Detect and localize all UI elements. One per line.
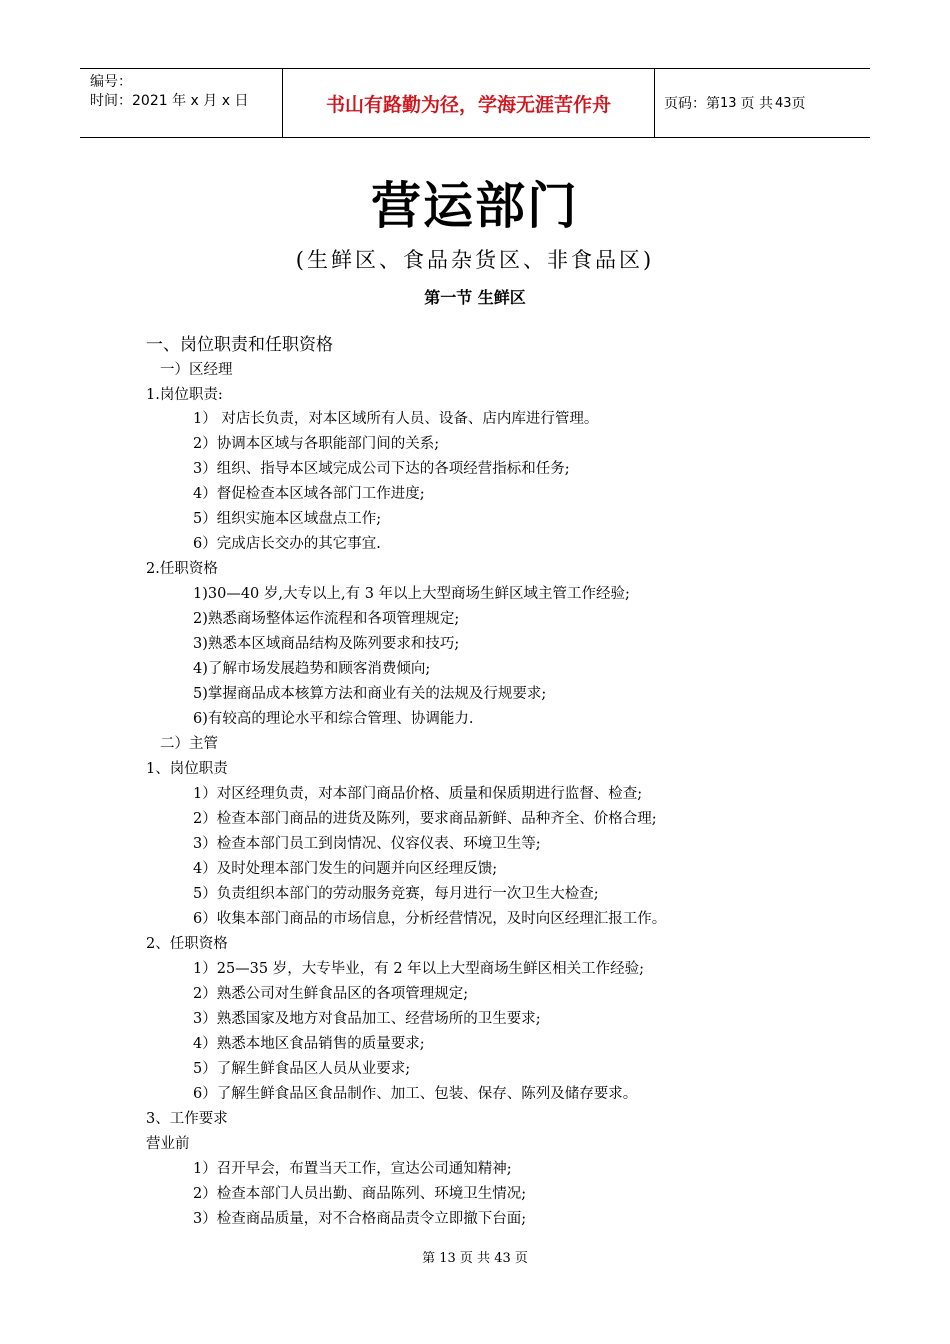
list-item: 4）及时处理本部门发生的问题并向区经理反馈; bbox=[193, 861, 498, 877]
list-item: 2）协调本区域与各职能部门间的关系; bbox=[193, 436, 440, 452]
document-subtitle: (生鲜区、食品杂货区、非食品区) bbox=[295, 248, 655, 272]
page-header bbox=[80, 68, 870, 138]
motto-cell bbox=[282, 69, 655, 137]
header-info-cell bbox=[80, 69, 282, 137]
number-label: 编号： bbox=[90, 74, 132, 90]
list-item: 4）熟悉本地区食品销售的质量要求; bbox=[193, 1036, 425, 1052]
list-item: 6）收集本部门商品的市场信息，分析经营情况，及时向区经理汇报工作。 bbox=[193, 911, 667, 927]
heading-level-3: 1.岗位职责: bbox=[146, 387, 223, 403]
list-item: 1） 对店长负责，对本区域所有人员、设备、店内库进行管理。 bbox=[193, 411, 599, 427]
document-title: 营运部门 bbox=[371, 177, 579, 235]
heading-level-3: 1、岗位职责 bbox=[146, 761, 228, 777]
page-suffix: 页 bbox=[791, 96, 806, 112]
heading-level-2: 一）区经理 bbox=[160, 362, 233, 378]
page-current: 13 bbox=[720, 95, 737, 111]
list-item: 2）检查本部门人员出勤、商品陈列、环境卫生情况; bbox=[193, 1186, 527, 1202]
heading-level-3: 2、任职资格 bbox=[146, 936, 228, 952]
page-total: 43 bbox=[775, 95, 792, 111]
list-item: 2）熟悉公司对生鲜食品区的各项管理规定; bbox=[193, 986, 469, 1002]
page-prefix: 页码：第 bbox=[664, 96, 720, 112]
page-mid: 页 共 bbox=[740, 96, 773, 112]
list-item: 3）检查本部门员工到岗情况、仪容仪表、环境卫生等; bbox=[193, 836, 541, 852]
page-footer: 第 13 页 共 43 页 bbox=[422, 1251, 528, 1266]
list-item: 5）组织实施本区域盘点工作; bbox=[193, 511, 382, 527]
list-item: 3）熟悉国家及地方对食品加工、经营场所的卫生要求; bbox=[193, 1011, 541, 1027]
heading-level-1: 一、岗位职责和任职资格 bbox=[146, 335, 333, 355]
list-item: 6）完成店长交办的其它事宜. bbox=[193, 536, 381, 552]
list-item: 4）督促检查本区域各部门工作进度; bbox=[193, 486, 425, 502]
list-item: 5）负责组织本部门的劳动服务竞赛，每月进行一次卫生大检查; bbox=[193, 886, 599, 902]
list-item: 5)掌握商品成本核算方法和商业有关的法规及行规要求; bbox=[193, 686, 547, 702]
heading-level-3: 2.任职资格 bbox=[146, 561, 218, 577]
heading-level-2: 二）主管 bbox=[160, 736, 218, 752]
date-label: 时间：2021 年 x 月 x 日 bbox=[90, 93, 249, 109]
list-item: 2）检查本部门商品的进货及陈列，要求商品新鲜、品种齐全、价格合理; bbox=[193, 811, 657, 827]
list-item: 1）召开早会，布置当天工作，宣达公司通知精神; bbox=[193, 1161, 512, 1177]
heading-level-3: 3、工作要求 bbox=[146, 1111, 228, 1127]
list-item: 4)了解市场发展趋势和顾客消费倾向; bbox=[193, 661, 431, 677]
motto-text: 书山有路勤为径，学海无涯苦作舟 bbox=[325, 93, 611, 116]
list-item: 3）组织、指导本区域完成公司下达的各项经营指标和任务; bbox=[193, 461, 570, 477]
heading-level-4: 营业前 bbox=[146, 1136, 190, 1152]
section-heading: 第一节 生鲜区 bbox=[424, 288, 526, 307]
list-item: 1）25—35 岁，大专毕业，有 2 年以上大型商场生鲜区相关工作经验; bbox=[193, 961, 645, 977]
list-item: 1）对区经理负责，对本部门商品价格、质量和保质期进行监督、检查; bbox=[193, 786, 643, 802]
list-item: 6)有较高的理论水平和综合管理、协调能力. bbox=[193, 711, 474, 727]
list-item: 3)熟悉本区域商品结构及陈列要求和技巧; bbox=[193, 636, 460, 652]
list-item: 5）了解生鲜食品区人员从业要求; bbox=[193, 1061, 411, 1077]
list-item: 2)熟悉商场整体运作流程和各项管理规定; bbox=[193, 611, 460, 627]
list-item: 1)30—40 岁,大专以上,有 3 年以上大型商场生鲜区域主管工作经验; bbox=[193, 586, 630, 602]
page-number-cell bbox=[655, 69, 870, 137]
list-item: 3）检查商品质量，对不合格商品责令立即撤下台面; bbox=[193, 1211, 527, 1227]
list-item: 6）了解生鲜食品区食品制作、加工、包装、保存、陈列及储存要求。 bbox=[193, 1086, 638, 1102]
